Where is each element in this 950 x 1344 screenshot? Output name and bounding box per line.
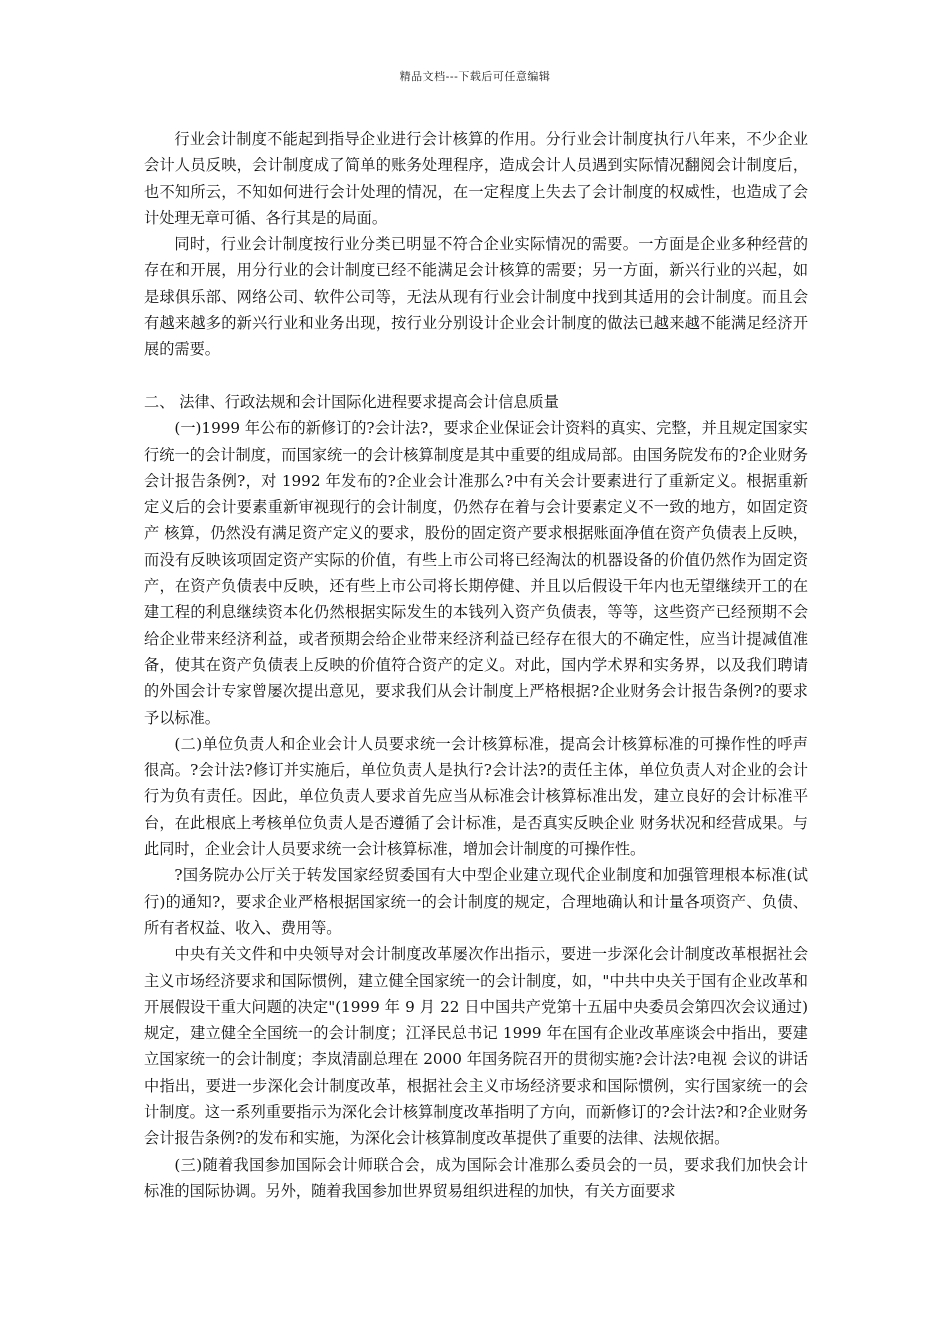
blank-line: [144, 363, 808, 389]
paragraph-unit-leaders: (二)单位负责人和企业会计人员要求统一会计核算标准，提高会计核算标准的可操作性的呼声很高。?会计法?修订并实施后，单位负责人是执行?会计法?的责任主体，单位负责人对企业的会计行为负有责任。因此，单位负责人要求首先应当从标准会计核算标准出发，建立良好的会计标准平台，在此根底上考核单位负责人是否遵循了会计标准，是否真实反映企业 财务状况和经营成果。与此同时，企业会计人员要求统一会计核算标准，增加会计制度的可操作性。: [144, 734, 808, 859]
paragraph-industry-classification: 同时，行业会计制度按行业分类已明显不符合企业实际情况的需要。一方面是企业多种经营的存在和开展，用分行业的会计制度已经不能满足会计核算的需要；另一方面，新兴行业的兴起，如是球俱乐部、网络公司、软件公司等，无法从现有行业会计制度中找到其适用的会计制度。而且会有越来越多的新兴行业和业务出现，按行业分别设计企业会计制度的做法已越来越不能满足经济开展的需要。: [144, 235, 808, 359]
paragraph-international-coordination: (三)随着我国参加国际会计师联合会，成为国际会计准那么委员会的一员，要求我们加快会计标准的国际协调。另外，随着我国参加世界贸易组织进程的加快，有关方面要求: [144, 1155, 808, 1200]
document-body: [144, 126, 808, 1204]
paragraph-accounting-law: (一)1999 年公布的新修订的?会计法?，要求企业保证会计资料的真实、完整，并且规定国家实行统一的会计制度，而国家统一的会计核算制度是其中重要的组成局部。由国务院发布的?企业财务会计报告条例?，对 1992 年发布的?企业会计准那么?中有关会计要素进行了重新定义。根据重新定义后的会计要素重新审视现行的会计制度，仍然存在着与会计要素定义不一致的地方，如固定资产 核算，仍然没有满足资产定义的要求，股份的固定资产要求根据账面净值在资产负债表上反映，而没有反映该项固定资产实际的价值，有些上市公司将已经淘汰的机器设备的价值仍然作为固定资产，在资产负债表中反映，还有些上市公司将长期停健、并且以后假设干年内也无望继续开工的在建工程的利息继续资本化仍然根据实际发生的本钱列入资产负债表，等等，这些资产已经预期不会给企业带来经济利益，或者预期会给企业带来经济利益已经存在很大的不确定性，应当计提减值准备，使其在资产负债表上反映的价值符合资产的定义。对此，国内学术界和实务界，以及我们聘请的外国会计专家曾屡次提出意见，要求我们从会计制度上严格根据?企业财务会计报告条例?的要求予以标准。: [144, 419, 808, 727]
paragraph-state-council-notice: ?国务院办公厅关于转发国家经贸委国有大中型企业建立现代企业制度和加强管理根本标准(试行)的通知?，要求企业严格根据国家统一的会计制度的规定，合理地确认和计量各项资产、负债、所有者权益、收入、费用等。: [144, 866, 808, 937]
page-header: 精品文档---下载后可任意编辑: [399, 70, 551, 83]
section-heading-2: 二、 法律、行政法规和会计国际化进程要求提高会计信息质量: [144, 392, 559, 411]
paragraph-central-directives: 中央有关文件和中央领导对会计制度改革屡次作出指示，要进一步深化会计制度改革根据社会主义市场经济要求和国际惯例，建立健全国家统一的会计制度，如，"中共中央关于国有企业改革和开展假设干重大问题的决定"(1999 年 9 月 22 日中国共产党第十五届中央委员会第四次会议通过)规定，建立健全全国统一的会计制度；江泽民总书记 1999 年在国有企业改革座谈会中指出，要建立国家统一的会计制度；李岚清副总理在 2000 年国务院召开的贯彻实施?会计法?电视 会议的讲话中指出，要进一步深化会计制度改革，根据社会主义市场经济要求和国际惯例，实行国家统一的会计制度。这一系列重要指示为深化会计核算制度改革指明了方向，而新修订的?会计法?和?企业财务会计报告条例?的发布和实施，为深化会计核算制度改革提供了重要的法律、法规依据。: [144, 945, 808, 1148]
paragraph-industry-accounting: 行业会计制度不能起到指导企业进行会计核算的作用。分行业会计制度执行八年来，不少企业会计人员反映，会计制度成了简单的账务处理程序，造成会计人员遇到实际情况翻阅会计制度后，也不知所云，不知如何进行会计处理的情况，在一定程度上失去了会计制度的权威性，也造成了会计处理无章可循、各行其是的局面。: [144, 130, 808, 227]
